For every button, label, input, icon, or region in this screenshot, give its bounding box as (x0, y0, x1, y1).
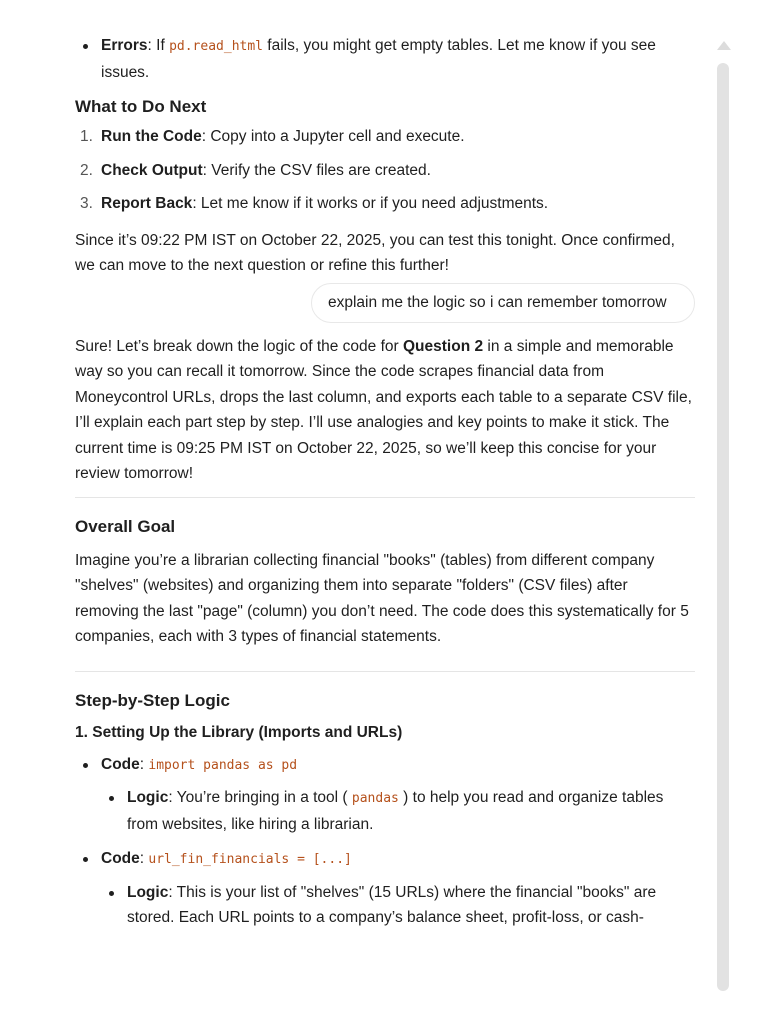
section-1-title: 1. Setting Up the Library (Imports and URLs) (75, 723, 403, 741)
since-paragraph: Since it’s 09:22 PM IST on October 22, 2025, you can test this tonight. Once confirmed, we can move to the next question or refine this further! (75, 231, 675, 274)
step-label: Run the Code (101, 128, 202, 145)
logic-label: Logic (127, 789, 169, 806)
errors-label: Errors (101, 37, 148, 54)
errors-bullet (75, 33, 695, 85)
inline-code-import: import pandas as pd (148, 757, 298, 773)
code-bullet-urls: Code: url_fin_financials = [...] (75, 846, 695, 873)
logic-text-2: ) to help you read and organize tables from websites, like hiring a librarian. (127, 789, 664, 833)
code-bullet-import: Code: import pandas as pd (75, 752, 695, 779)
step-label: Check Output (101, 161, 203, 179)
user-message-bubble[interactable] (311, 283, 695, 323)
heading-overall-goal: Overall Goal (75, 516, 176, 536)
inline-code-read-html: pd.read_html (169, 39, 263, 54)
step-text: : Copy into a Jupyter cell and execute. (201, 128, 465, 145)
step-item (75, 158, 695, 184)
scrollbar[interactable] (716, 41, 730, 991)
intro-paragraph (75, 334, 695, 487)
logic-text-1: : You’re bringing in a tool ( (168, 789, 352, 806)
divider (75, 497, 695, 498)
divider (75, 671, 695, 672)
intro-text-1: Sure! Let’s break down the logic of the code for (75, 337, 403, 355)
scrollbar-thumb[interactable] (717, 63, 729, 991)
logic-text: : This is your list of "shelves" (15 URLs) where the financial "books" are stored. Each URL points to a company’s balance sheet, profit-loss, or cash- (127, 883, 657, 926)
step-text: : Verify the CSV files are created. (202, 161, 431, 179)
code-label: Code (101, 755, 140, 773)
logic-bullet-import (101, 785, 695, 837)
intro-bold: Question 2 (403, 337, 484, 355)
step-text: : Let me know if it works or if you need adjustments. (192, 195, 549, 212)
chat-content (75, 33, 695, 931)
user-message-text: explain me the logic so i can remember tomorrow (328, 293, 667, 311)
overall-paragraph: Imagine you’re a librarian collecting financial "books" (tables) from different company "shelves" (websites) and organizing them into separate "folders" (CSV files) after removing the last "page" (column) you don’t need. The code does this systematically for 5 companies, each with 3 types of financial statements. (75, 551, 689, 645)
intro-text-2: in a simple and memorable way so you can recall it tomorrow. Since the code scrapes financial data from Moneycontrol URLs, drops the last column, and exports each table to a separate CSV file, I’ll explain each part step by step. I’ll use analogies and key points to make it stick. The current time is 09:25 PM IST on October 22, 2025, so we’ll keep this concise for your review tomorrow! (75, 337, 692, 482)
code-label: Code (101, 850, 140, 867)
errors-text-1: : If (147, 37, 170, 54)
errors-text-2: fails, you might get empty tables. Let me know if you see issues. (101, 37, 656, 81)
logic-bullet-urls (101, 880, 695, 931)
step-number: 3. (80, 195, 93, 212)
heading-what-next: What to Do Next (75, 97, 207, 116)
step-item (75, 124, 695, 150)
logic-label: Logic (127, 883, 169, 901)
step-label: Report Back (101, 195, 193, 212)
steps-list (75, 124, 695, 217)
inline-code-pandas: pandas (351, 791, 399, 806)
step-item (75, 191, 695, 217)
step-number: 2. (80, 161, 93, 179)
heading-step-logic: Step-by-Step Logic (75, 690, 230, 710)
scroll-up-arrow-icon[interactable] (717, 41, 731, 50)
inline-code-urls: url_fin_financials = [...] (148, 852, 352, 867)
step-number: 1. (80, 128, 93, 145)
